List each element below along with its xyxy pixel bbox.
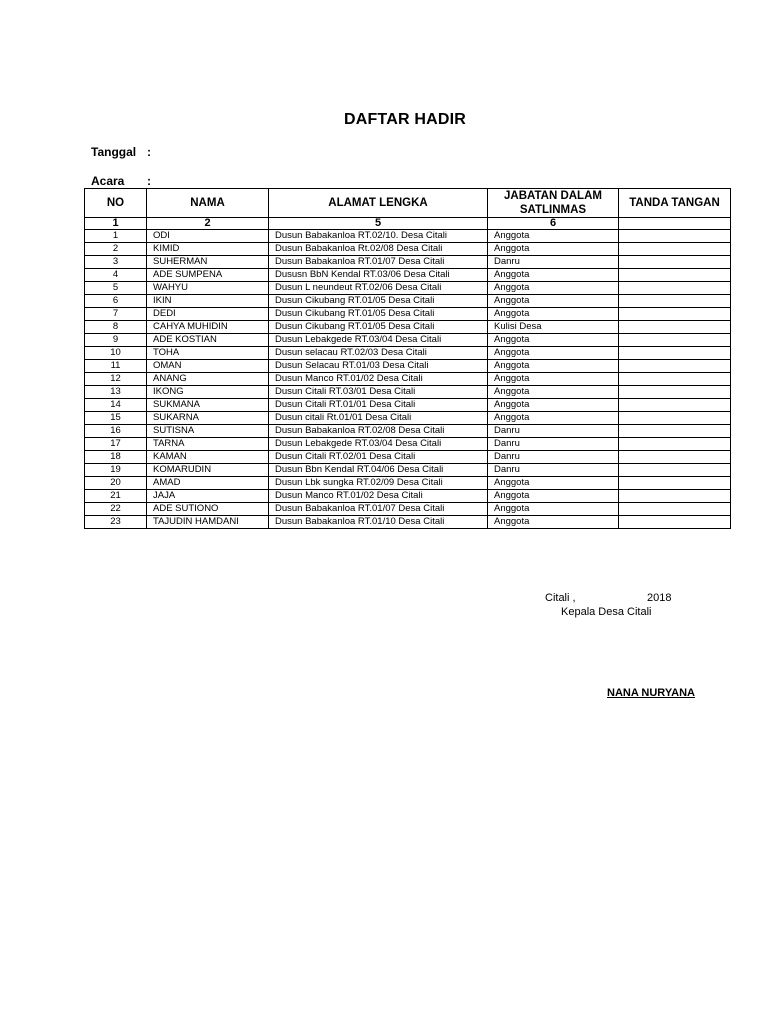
row-tanda-tangan [619, 386, 731, 399]
row-jabatan: Kulisi Desa [488, 321, 619, 334]
row-jabatan: Anggota [488, 243, 619, 256]
row-alamat: Dusun Cikubang RT.01/05 Desa Citali [269, 308, 488, 321]
row-number: 23 [85, 516, 147, 529]
attendance-table [84, 188, 731, 529]
row-nama: KAMAN [147, 451, 269, 464]
table-row [85, 230, 731, 243]
row-tanda-tangan [619, 412, 731, 425]
row-alamat: Dusun Babakanloa RT.01/07 Desa Citali [269, 503, 488, 516]
row-alamat: Dusun selacau RT.02/03 Desa Citali [269, 347, 488, 360]
row-tanda-tangan [619, 256, 731, 269]
row-jabatan: Danru [488, 425, 619, 438]
row-tanda-tangan [619, 373, 731, 386]
row-nama: OMAN [147, 360, 269, 373]
row-alamat: Dusun citali Rt.01/01 Desa Citali [269, 412, 488, 425]
row-number: 20 [85, 477, 147, 490]
row-alamat: Dusun Babakanloa RT.01/07 Desa Citali [269, 256, 488, 269]
row-number: 22 [85, 503, 147, 516]
row-tanda-tangan [619, 451, 731, 464]
table-row [85, 516, 731, 529]
row-jabatan: Anggota [488, 490, 619, 503]
signature-place: Citali , [545, 592, 576, 604]
row-alamat: Dusun Citali RT.02/01 Desa Citali [269, 451, 488, 464]
row-jabatan: Anggota [488, 503, 619, 516]
column-number: 6 [488, 218, 619, 230]
row-nama: SUKMANA [147, 399, 269, 412]
header-no: NO [85, 189, 147, 218]
column-number: 5 [269, 218, 488, 230]
row-jabatan: Anggota [488, 386, 619, 399]
table-row [85, 412, 731, 425]
row-alamat: Dusun Selacau RT.01/03 Desa Citali [269, 360, 488, 373]
signature-title: Kepala Desa Citali [561, 606, 652, 618]
row-tanda-tangan [619, 243, 731, 256]
row-jabatan: Anggota [488, 230, 619, 243]
row-alamat: Dususn BbN Kendal RT.03/06 Desa Citali [269, 269, 488, 282]
column-number-row [85, 218, 731, 230]
row-alamat: Dusun Lbk sungka RT.02/09 Desa Citali [269, 477, 488, 490]
row-number: 6 [85, 295, 147, 308]
row-tanda-tangan [619, 438, 731, 451]
row-number: 3 [85, 256, 147, 269]
acara-field [91, 174, 151, 188]
table-row [85, 295, 731, 308]
row-jabatan: Anggota [488, 477, 619, 490]
row-nama: SUTISNA [147, 425, 269, 438]
header-alamat: ALAMAT LENGKA [269, 189, 488, 218]
row-jabatan: Anggota [488, 373, 619, 386]
tanggal-field [91, 145, 151, 159]
column-number: 2 [147, 218, 269, 230]
row-number: 10 [85, 347, 147, 360]
row-alamat: Dusun Babakanloa RT.02/08 Desa Citali [269, 425, 488, 438]
row-jabatan: Anggota [488, 360, 619, 373]
table-row [85, 503, 731, 516]
table-row [85, 399, 731, 412]
row-nama: ADE SUTIONO [147, 503, 269, 516]
row-tanda-tangan [619, 282, 731, 295]
row-tanda-tangan [619, 425, 731, 438]
row-alamat: Dusun Citali RT.01/01 Desa Citali [269, 399, 488, 412]
row-jabatan: Danru [488, 256, 619, 269]
row-nama: TOHA [147, 347, 269, 360]
row-nama: DEDI [147, 308, 269, 321]
table-row [85, 451, 731, 464]
row-nama: KIMID [147, 243, 269, 256]
table-row [85, 490, 731, 503]
table-row [85, 386, 731, 399]
row-tanda-tangan [619, 269, 731, 282]
table-header-row [85, 189, 731, 218]
row-number: 13 [85, 386, 147, 399]
table-row [85, 308, 731, 321]
header-jabatan: JABATAN DALAM SATLINMAS [488, 189, 619, 218]
row-jabatan: Anggota [488, 282, 619, 295]
row-nama: ODI [147, 230, 269, 243]
row-number: 12 [85, 373, 147, 386]
row-nama: IKONG [147, 386, 269, 399]
row-nama: SUKARNA [147, 412, 269, 425]
row-jabatan: Anggota [488, 308, 619, 321]
row-number: 2 [85, 243, 147, 256]
row-nama: IKIN [147, 295, 269, 308]
row-tanda-tangan [619, 230, 731, 243]
table-row [85, 464, 731, 477]
row-jabatan: Danru [488, 438, 619, 451]
row-jabatan: Anggota [488, 347, 619, 360]
row-alamat: Dusun Lebakgede RT.03/04 Desa Citali [269, 438, 488, 451]
row-number: 15 [85, 412, 147, 425]
table-row [85, 256, 731, 269]
attendance-rows [85, 230, 731, 529]
table-row [85, 347, 731, 360]
row-jabatan: Anggota [488, 412, 619, 425]
table-row [85, 360, 731, 373]
row-tanda-tangan [619, 295, 731, 308]
acara-separator: : [147, 174, 151, 188]
row-number: 8 [85, 321, 147, 334]
row-tanda-tangan [619, 464, 731, 477]
tanggal-separator: : [147, 145, 151, 159]
row-tanda-tangan [619, 347, 731, 360]
row-number: 7 [85, 308, 147, 321]
row-number: 9 [85, 334, 147, 347]
column-number: 1 [85, 218, 147, 230]
table-row [85, 269, 731, 282]
row-number: 19 [85, 464, 147, 477]
row-jabatan: Anggota [488, 295, 619, 308]
row-nama: CAHYA MUHIDIN [147, 321, 269, 334]
signature-name: NANA NURYANA [607, 687, 696, 699]
header-nama: NAMA [147, 189, 269, 218]
row-tanda-tangan [619, 360, 731, 373]
row-number: 4 [85, 269, 147, 282]
row-alamat: Dusun L neundeut RT.02/06 Desa Citali [269, 282, 488, 295]
row-number: 16 [85, 425, 147, 438]
table-row [85, 425, 731, 438]
row-nama: ADE SUMPENA [147, 269, 269, 282]
table-row [85, 334, 731, 347]
row-number: 17 [85, 438, 147, 451]
row-tanda-tangan [619, 334, 731, 347]
row-alamat: Dusun Citali RT.03/01 Desa Citali [269, 386, 488, 399]
column-number [619, 218, 731, 230]
table-row [85, 321, 731, 334]
row-number: 18 [85, 451, 147, 464]
row-tanda-tangan [619, 516, 731, 529]
row-jabatan: Anggota [488, 399, 619, 412]
row-alamat: Dusun Lebakgede RT.03/04 Desa Citali [269, 334, 488, 347]
row-nama: JAJA [147, 490, 269, 503]
row-number: 5 [85, 282, 147, 295]
table-row [85, 477, 731, 490]
row-alamat: Dusun Bbn Kendal RT.04/06 Desa Citali [269, 464, 488, 477]
acara-label: Acara [91, 174, 125, 188]
row-jabatan: Anggota [488, 334, 619, 347]
table-row [85, 243, 731, 256]
header-tanda-tangan: TANDA TANGAN [619, 189, 731, 218]
row-nama: TAJUDIN HAMDANI [147, 516, 269, 529]
row-tanda-tangan [619, 477, 731, 490]
row-tanda-tangan [619, 490, 731, 503]
row-nama: TARNA [147, 438, 269, 451]
row-number: 11 [85, 360, 147, 373]
row-jabatan: Danru [488, 451, 619, 464]
signature-year: 2018 [647, 592, 672, 604]
row-jabatan: Danru [488, 464, 619, 477]
row-number: 21 [85, 490, 147, 503]
row-number: 14 [85, 399, 147, 412]
table-row [85, 438, 731, 451]
row-nama: AMAD [147, 477, 269, 490]
row-alamat: Dusun Babakanloa Rt.02/08 Desa Citali [269, 243, 488, 256]
document-title: DAFTAR HADIR [343, 111, 467, 128]
tanggal-label: Tanggal [91, 145, 137, 159]
row-nama: ANANG [147, 373, 269, 386]
row-tanda-tangan [619, 321, 731, 334]
row-number: 1 [85, 230, 147, 243]
table-row [85, 373, 731, 386]
row-alamat: Dusun Manco RT.01/02 Desa Citali [269, 490, 488, 503]
row-jabatan: Anggota [488, 516, 619, 529]
row-jabatan: Anggota [488, 269, 619, 282]
row-tanda-tangan [619, 503, 731, 516]
row-nama: SUHERMAN [147, 256, 269, 269]
row-nama: ADE KOSTIAN [147, 334, 269, 347]
row-nama: WAHYU [147, 282, 269, 295]
row-nama: KOMARUDIN [147, 464, 269, 477]
row-alamat: Dusun Babakanloa RT.01/10 Desa Citali [269, 516, 488, 529]
row-alamat: Dusun Manco RT.01/02 Desa Citali [269, 373, 488, 386]
row-alamat: Dusun Cikubang RT.01/05 Desa Citali [269, 321, 488, 334]
row-tanda-tangan [619, 399, 731, 412]
row-alamat: Dusun Cikubang RT.01/05 Desa Citali [269, 295, 488, 308]
row-alamat: Dusun Babakanloa RT.02/10. Desa Citali [269, 230, 488, 243]
row-tanda-tangan [619, 308, 731, 321]
table-row [85, 282, 731, 295]
